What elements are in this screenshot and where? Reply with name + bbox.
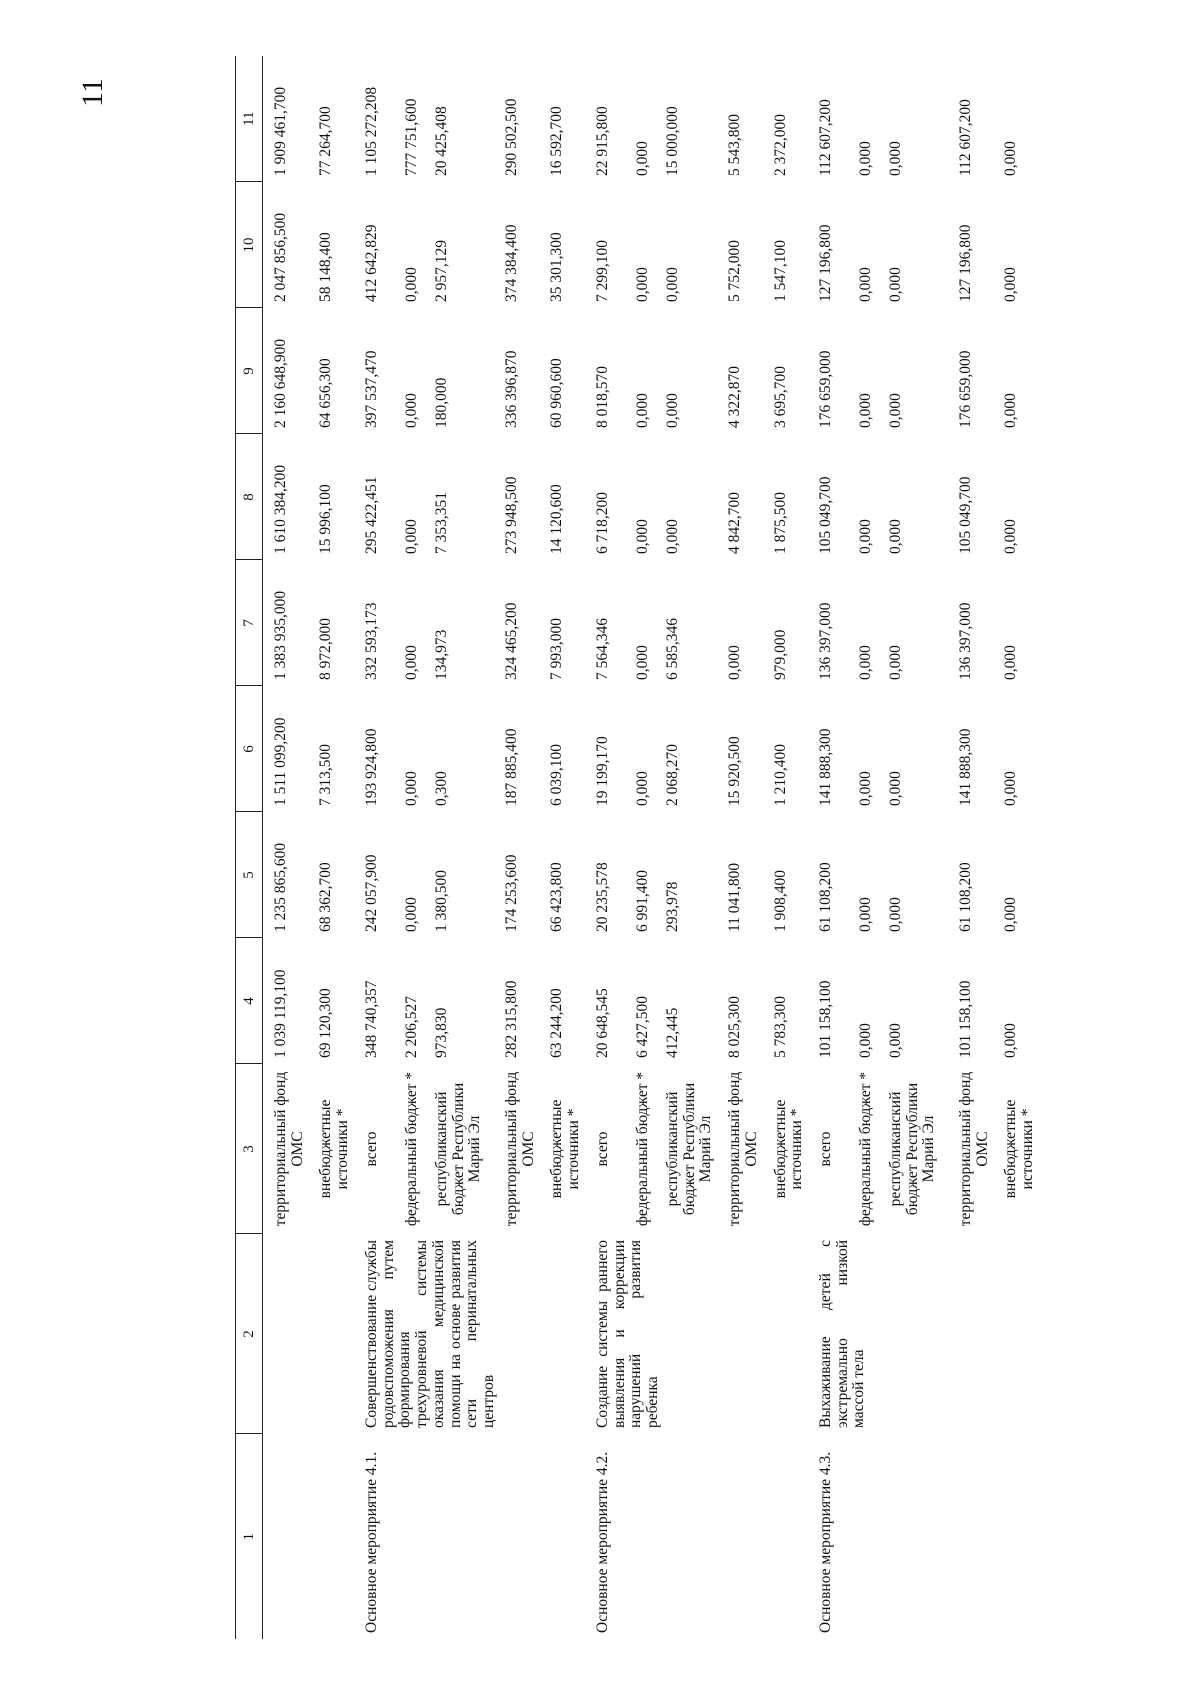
amount-cell: 0,000 [402,393,420,428]
amount-cell: 15 996,100 [317,484,335,554]
activity-label [854,1434,884,1639]
amount-cell: 6 991,400 [633,870,651,932]
amount-cell: 0,000 [887,141,905,176]
amount-cell: 0,000 [1002,897,1020,932]
funding-source: республиканский бюджет Республики Марий Эл [887,1082,938,1216]
table-row [545,56,590,1639]
activity-label [263,1434,315,1639]
amount-cell: 397 537,470 [362,350,380,428]
amount-cell: 973,830 [432,1007,450,1058]
amount-cell: 187 885,400 [502,728,520,806]
amount-cell: 0,000 [633,519,651,554]
amount-cell: 176 659,000 [957,350,975,428]
amount-cell: 0,000 [663,393,681,428]
table-row [954,56,999,1639]
funding-source: внебюджетные источники * [1002,1099,1037,1199]
activity-description [814,1234,868,1434]
amount-cell: 0,000 [402,519,420,554]
header-cell: 9 [236,308,263,434]
amount-cell: 0,000 [663,267,681,302]
funding-source: территориальный фонд ОМС [502,1071,537,1227]
amount-cell: 141 888,300 [817,728,835,806]
activity-label: Основное мероприятие 4.1. [362,1451,380,1633]
activity-label [545,1434,590,1639]
amount-cell: 6 585,346 [663,618,681,680]
amount-cell: 0,000 [1002,645,1020,680]
funding-source: федеральный бюджет * [857,1071,875,1227]
table-row [884,56,954,1639]
amount-cell: 112 607,200 [817,99,835,176]
amount-cell: 8 025,300 [726,996,744,1058]
activity-label [500,1434,545,1639]
activity-description [360,1234,498,1434]
amount-cell: 11 041,800 [726,862,744,932]
table-row [360,56,400,1639]
amount-cell: 0,000 [1002,519,1020,554]
amount-cell: 0,000 [887,519,905,554]
column-number-header [236,56,263,1639]
header-cell: 7 [236,560,263,686]
funding-source: внебюджетные источники * [771,1099,806,1199]
amount-cell: 324 465,200 [502,602,520,680]
amount-cell: 0,000 [857,393,875,428]
amount-cell: 1 610 384,200 [272,464,289,554]
amount-cell: 0,000 [887,897,905,932]
amount-cell: 0,000 [1002,267,1020,302]
table-row [591,56,631,1639]
activity-label [631,1434,661,1639]
amount-cell: 282 315,800 [502,980,520,1058]
activity-description [314,1234,359,1434]
amount-cell: 0,000 [633,393,651,428]
amount-cell: 2 957,129 [432,240,450,302]
amount-cell: 141 888,300 [957,728,975,806]
amount-cell: 20 235,578 [593,862,611,932]
amount-cell: 8 972,000 [317,618,335,680]
funding-source: территориальный фонд ОМС [272,1071,306,1227]
amount-cell: 61 108,200 [957,862,975,932]
amount-cell: 0,300 [432,771,450,806]
header-cell: 11 [236,56,263,182]
header-cell: 2 [236,1234,263,1434]
activity-label [430,1434,500,1639]
table-row [769,56,814,1639]
amount-cell: 0,000 [887,645,905,680]
header-cell: 5 [236,812,263,938]
amount-cell: 4 842,700 [726,492,744,554]
amount-cell: 0,000 [633,267,651,302]
amount-cell: 60 960,600 [548,358,566,428]
funding-source: федеральный бюджет * [402,1071,420,1227]
activity-description [263,1234,315,1434]
amount-cell: 295 422,451 [362,476,380,554]
amount-cell: 112 607,200 [957,99,975,176]
amount-cell: 63 244,200 [548,988,566,1058]
amount-cell: 176 659,000 [817,350,835,428]
activity-description [723,1234,768,1434]
amount-cell: 6 039,100 [548,744,566,806]
table-row [314,56,359,1639]
amount-cell: 979,000 [771,629,789,680]
activity-label [999,1434,1044,1639]
amount-cell: 61 108,200 [817,862,835,932]
amount-cell: 1 380,500 [432,870,450,932]
activity-description-box: Создание системы раннего выявления и коррекции нарушений развития ребенка [593,1240,662,1428]
activity-label [400,1434,430,1639]
amount-cell: 127 196,800 [817,224,835,302]
amount-cell: 0,000 [633,771,651,806]
activity-description [954,1234,999,1434]
amount-cell: 6 718,200 [593,492,611,554]
amount-cell: 5 783,300 [771,996,789,1058]
amount-cell: 6 427,500 [633,996,651,1058]
amount-cell: 69 120,300 [317,988,335,1058]
table-row [999,56,1044,1639]
amount-cell: 5 752,000 [726,240,744,302]
activity-label: Основное мероприятие 4.2. [593,1451,611,1633]
funding-source: территориальный фонд ОМС [957,1071,991,1227]
funding-source: республиканский бюджет Республики Марий Эл [663,1082,715,1216]
amount-cell: 0,000 [1002,393,1020,428]
amount-cell: 348 740,357 [362,980,380,1058]
funding-source: всего [362,1131,380,1167]
amount-cell: 134,973 [432,629,450,680]
amount-cell: 0,000 [633,645,651,680]
amount-cell: 20 648,545 [593,988,611,1058]
amount-cell: 0,000 [402,267,420,302]
amount-cell: 15 920,500 [726,736,744,806]
amount-cell: 5 543,800 [726,114,744,176]
activity-label [884,1434,954,1639]
amount-cell: 2 047 856,500 [272,212,289,302]
amount-cell: 7 313,500 [317,744,335,806]
amount-cell: 105 049,700 [957,476,975,554]
activity-label [954,1434,999,1639]
amount-cell: 77 264,700 [317,106,335,176]
activity-label [769,1434,814,1639]
amount-cell: 0,000 [1002,771,1020,806]
amount-cell: 0,000 [887,1023,905,1058]
activity-description [999,1234,1044,1434]
amount-cell: 777 751,600 [402,98,420,176]
amount-cell: 273 948,500 [502,476,520,554]
header-cell: 8 [236,434,263,560]
activity-description [591,1234,662,1434]
activity-label: Основное мероприятие 4.3. [817,1451,835,1633]
funding-source: внебюджетные источники * [317,1099,352,1199]
amount-cell: 2 068,270 [663,744,681,806]
amount-cell: 14 120,600 [548,484,566,554]
amount-cell: 68 362,700 [317,862,335,932]
activity-description [769,1234,814,1434]
amount-cell: 4 322,870 [726,366,744,428]
amount-cell: 0,000 [857,141,875,176]
funding-source: внебюджетные источники * [548,1099,583,1199]
amount-cell: 1 908,400 [771,870,789,932]
page-number: 11 [76,78,109,107]
funding-source: республиканский бюджет Республики Марий Эл [432,1082,484,1216]
amount-cell: 0,000 [402,645,420,680]
amount-cell: 1 547,100 [771,240,789,302]
amount-cell: 0,000 [857,267,875,302]
amount-cell: 136 397,000 [817,602,835,680]
amount-cell: 1 210,400 [771,744,789,806]
amount-cell: 15 000,000 [663,106,681,176]
amount-cell: 332 593,173 [362,602,380,680]
table-row [661,56,723,1639]
header-cell: 10 [236,182,263,308]
amount-cell: 7 564,346 [593,618,611,680]
table-row [814,56,854,1639]
amount-cell: 1 383 935,000 [272,590,289,680]
activity-description [545,1234,590,1434]
amount-cell: 180,000 [432,377,450,428]
amount-cell: 0,000 [633,141,651,176]
amount-cell: 58 148,400 [317,232,335,302]
activity-label [314,1434,359,1639]
amount-cell: 374 384,400 [502,224,520,302]
funding-source: всего [593,1131,611,1167]
amount-cell: 0,000 [402,897,420,932]
amount-cell: 2 160 648,900 [272,338,289,428]
amount-cell: 127 196,800 [957,224,975,302]
activity-description-box: Выхаживание детей с экстремально низкой массой тела [817,1240,868,1428]
funding-source: территориальный фонд ОМС [726,1071,760,1227]
amount-cell: 0,000 [887,267,905,302]
amount-cell: 242 057,900 [362,854,380,932]
funding-table [235,56,1045,1639]
funding-source: всего [817,1131,835,1167]
table-row [500,56,545,1639]
amount-cell: 0,000 [1002,141,1020,176]
amount-cell: 66 423,800 [548,862,566,932]
amount-cell: 336 396,870 [502,350,520,428]
amount-cell: 0,000 [402,771,420,806]
amount-cell: 16 592,700 [548,106,566,176]
activity-description [661,1234,723,1434]
funding-source: федеральный бюджет * [633,1071,651,1227]
amount-cell: 7 993,000 [548,618,566,680]
amount-cell: 8 018,570 [593,366,611,428]
table-row [723,56,768,1639]
header-cell: 3 [236,1064,263,1234]
amount-cell: 0,000 [857,897,875,932]
amount-cell: 7 353,351 [432,492,450,554]
activity-description [884,1234,954,1434]
amount-cell: 7 299,100 [593,240,611,302]
amount-cell: 64 656,300 [317,358,335,428]
amount-cell: 290 502,500 [502,98,520,176]
amount-cell: 2 372,000 [771,114,789,176]
amount-cell: 0,000 [857,519,875,554]
amount-cell: 2 206,527 [402,996,420,1058]
amount-cell: 412,445 [663,1007,681,1058]
amount-cell: 35 301,300 [548,232,566,302]
amount-cell: 101 158,100 [817,980,835,1058]
amount-cell: 0,000 [857,645,875,680]
amount-cell: 1 875,500 [771,492,789,554]
amount-cell: 293,978 [663,881,681,932]
amount-cell: 0,000 [726,645,744,680]
amount-cell: 1 235 865,600 [272,842,289,932]
amount-cell: 0,000 [887,393,905,428]
amount-cell: 3 695,700 [771,366,789,428]
amount-cell: 0,000 [887,771,905,806]
amount-cell: 1 105 272,208 [362,86,380,176]
amount-cell: 1 039 119,100 [272,969,289,1058]
amount-cell: 412 642,829 [362,224,380,302]
activity-label [723,1434,768,1639]
amount-cell: 1 909 461,700 [272,86,289,176]
amount-cell: 136 397,000 [957,602,975,680]
amount-cell: 105 049,700 [817,476,835,554]
amount-cell: 19 199,170 [593,736,611,806]
header-cell: 4 [236,938,263,1064]
amount-cell: 0,000 [857,1023,875,1058]
amount-cell: 0,000 [857,771,875,806]
amount-cell: 20 425,408 [432,106,450,176]
amount-cell: 22 915,800 [593,106,611,176]
activity-label [661,1434,723,1639]
activity-description [500,1234,545,1434]
amount-cell: 0,000 [1002,1023,1020,1058]
header-cell: 1 [236,1434,263,1639]
amount-cell: 1 511 099,200 [272,717,289,806]
amount-cell: 101 158,100 [957,980,975,1058]
header-cell: 6 [236,686,263,812]
amount-cell: 193 924,800 [362,728,380,806]
activity-description-box: Совершенствование службы родовспоможения путем формирования трехуровневой системы оказания медицинской помощи на основе развития сети перинатальных центров [362,1240,498,1428]
amount-cell: 174 253,600 [502,854,520,932]
amount-cell: 0,000 [663,519,681,554]
table-row [263,56,315,1639]
